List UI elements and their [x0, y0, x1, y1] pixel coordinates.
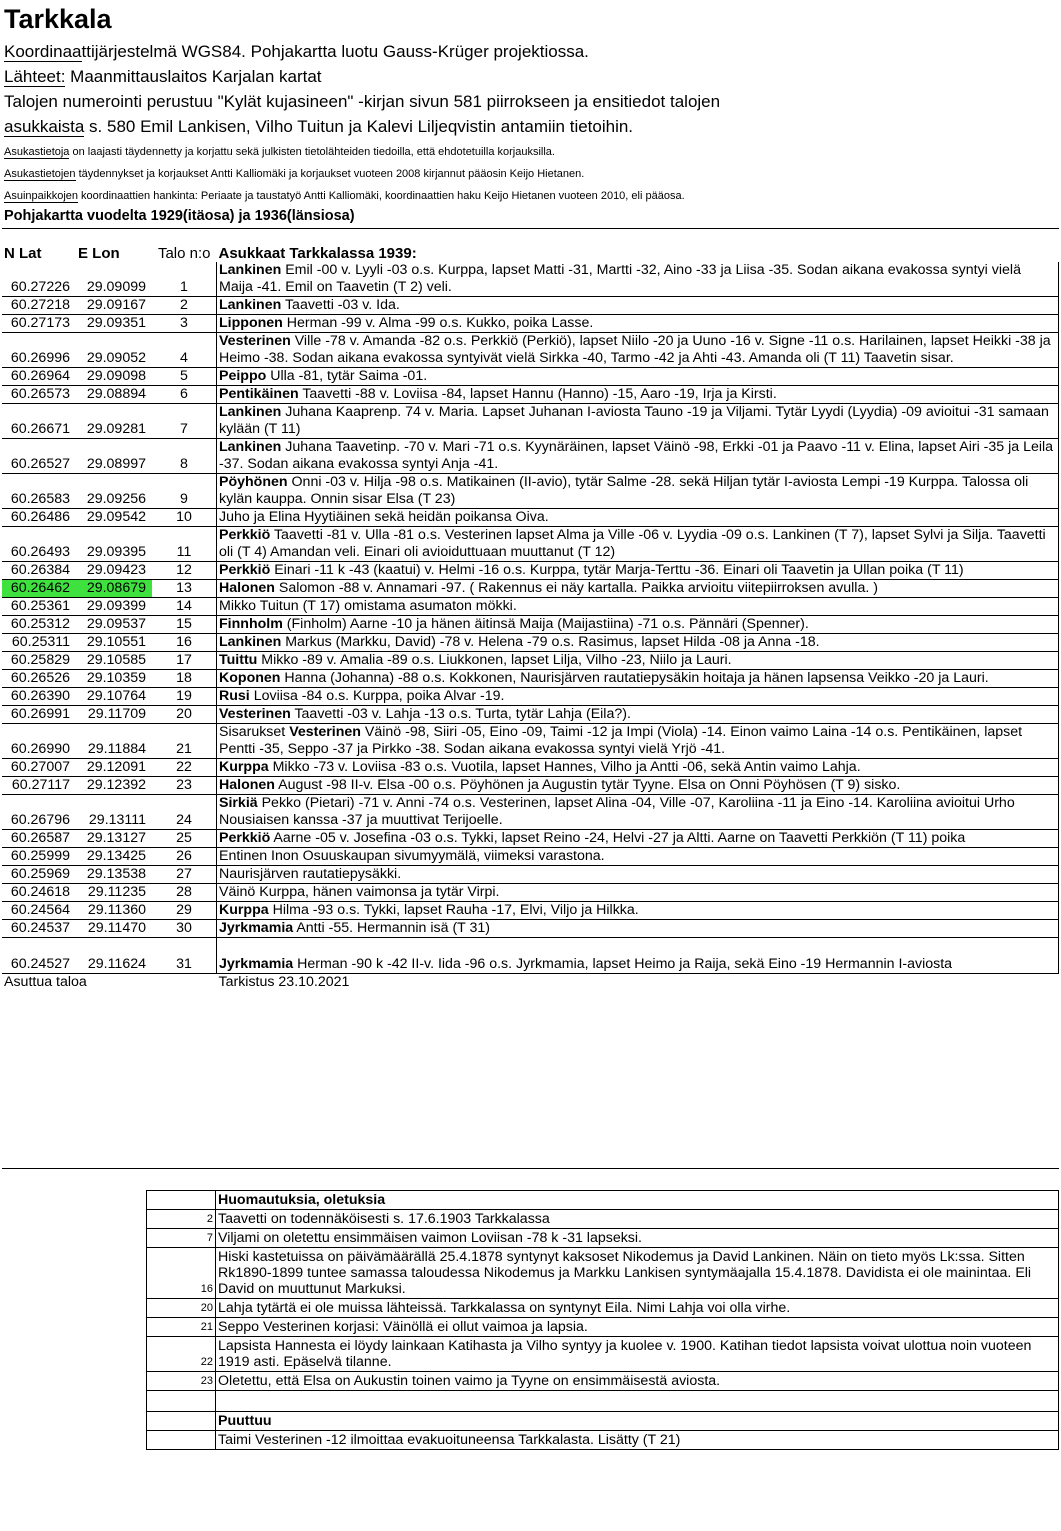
table-row [2, 634, 1059, 652]
house-number-cell: 20 [152, 706, 217, 724]
lon-cell: 29.11709 [76, 706, 152, 724]
header-line-text: Maanmittauslaitos Karjalan kartat [65, 67, 322, 86]
source-note-line [4, 168, 584, 180]
house-number-cell: 28 [152, 884, 217, 902]
lon-cell: 29.13127 [76, 830, 152, 848]
lon-cell: 29.08997 [76, 439, 152, 474]
residents-text: Salomon -88 v. Annamari -97. ( Rakennus ei näy kartalla. Paikka arvioitu viitepiirroksen avulla. ) [274, 580, 878, 596]
note-text: Taavetti on todennäköisesti s. 17.6.1903 Tarkkalassa [216, 1210, 1059, 1229]
note-number: 2 [147, 1210, 216, 1229]
residents-cell [217, 333, 1059, 368]
house-number-cell: 27 [152, 866, 217, 884]
note-text: Oletettu, että Elsa on Aukustin toinen vaimo ja Tyyne on ensimmäisestä aviosta. [216, 1372, 1059, 1391]
residents-cell [217, 315, 1059, 333]
note-number: 21 [147, 1318, 216, 1337]
lon-cell: 29.09395 [76, 527, 152, 562]
note-number: 22 [147, 1337, 216, 1372]
lat-cell: 60.27218 [2, 297, 76, 315]
note-row [147, 1248, 1059, 1299]
house-number-cell: 6 [152, 386, 217, 404]
house-number-cell: 4 [152, 333, 217, 368]
note-row [147, 1337, 1059, 1372]
residents-cell [217, 368, 1059, 386]
residents-cell [217, 562, 1059, 580]
note-number [147, 1391, 216, 1412]
residents-cell [217, 848, 1059, 866]
lat-cell: 60.25829 [2, 652, 76, 670]
table-row [2, 386, 1059, 404]
lon-cell: 29.12091 [76, 759, 152, 777]
lon-cell: 29.10585 [76, 652, 152, 670]
residents-text: Taavetti -03 v. Ida. [281, 297, 400, 313]
lon-cell: 29.09099 [76, 262, 152, 297]
house-number-cell: 22 [152, 759, 217, 777]
lon-cell: 29.11884 [76, 724, 152, 759]
table-row [2, 616, 1059, 634]
family-name: Lankinen [219, 404, 282, 420]
residents-text: Onni -03 v. Hilja -98 o.s. Matikainen (II-avio), tytär Salme -28. sekä Hiljan tytär I-aviosta Lempi -19 Kurppa. Talossa oli kylän kauppa. Onnin sisar Elsa (T 23) [219, 474, 1029, 507]
lat-cell: 60.26990 [2, 724, 76, 759]
note-text: Lapsista Hannesta ei löydy lainkaan Katihasta ja Vilho syntyy ja kuolee v. 1900. Katihan tiedot lapsista voivat ulottua noin vuoteen 1919 asti. Epäselvä tilanne. [216, 1337, 1059, 1372]
family-name: Pentikäinen [219, 386, 299, 402]
residents-text: Emil -00 v. Lyyli -03 o.s. Kurppa, lapset Matti -31, Martti -32, Aino -33 ja Liisa -35. Sodan aikana evakossa syntyi vielä Maija -41. Emil on Taavetin (T 2) veli. [219, 262, 1021, 295]
family-name: Lankinen [219, 262, 282, 278]
table-footer-row [2, 974, 1059, 992]
family-name: Lankinen [219, 634, 282, 650]
house-number-cell: 8 [152, 439, 217, 474]
residents-cell [217, 404, 1059, 439]
note-number: 16 [147, 1248, 216, 1299]
header-line [4, 67, 322, 87]
residents-cell [217, 795, 1059, 830]
lon-cell: 29.10551 [76, 634, 152, 652]
table-row [2, 509, 1059, 527]
residents-text: Hilma -93 o.s. Tykki, lapset Rauha -17, Elvi, Viljo ja Hilkka. [268, 902, 639, 918]
residents-cell [217, 386, 1059, 404]
table-row [2, 580, 1059, 598]
house-number-cell: 11 [152, 527, 217, 562]
residents-text: Juhana Taavetinp. -70 v. Mari -71 o.s. Kyynäräinen, lapset Väinö -98, Erkki -01 ja Paavo -11 v. Elina, lapset Airi -35 ja Leila -37. Sodan aikana evakossa syntyi Anja -41. [219, 439, 1054, 472]
table-row [2, 706, 1059, 724]
family-name: Koponen [219, 670, 281, 686]
lat-cell: 60.26390 [2, 688, 76, 706]
header-lon: E Lon [78, 245, 120, 262]
residents-cell [217, 706, 1059, 724]
residents-cell [217, 580, 1059, 598]
residents-text: Ulla -81, tytär Saima -01. [266, 368, 428, 384]
house-number-cell: 21 [152, 724, 217, 759]
residents-cell [217, 474, 1059, 509]
table-row [2, 884, 1059, 902]
table-row [2, 262, 1059, 297]
divider [2, 228, 1059, 229]
lat-cell: 60.27117 [2, 777, 76, 795]
lat-cell: 60.26583 [2, 474, 76, 509]
table-row [2, 848, 1059, 866]
header-lat: N Lat [4, 245, 42, 262]
family-name: Peippo [219, 368, 267, 384]
residents-cell [217, 297, 1059, 315]
family-name: Tuittu [219, 652, 258, 668]
note-row [147, 1318, 1059, 1337]
note-number: 7 [147, 1229, 216, 1248]
residents-text: Aarne -05 v. Josefina -03 o.s. Tykki, lapset Reino -24, Helvi -27 ja Altti. Aarne on Taavetti Perkkiön (T 11) poika [270, 830, 966, 846]
lon-cell: 29.11360 [76, 902, 152, 920]
lon-cell: 29.10764 [76, 688, 152, 706]
residents-text: Naurisjärven rautatiepysäkki. [219, 866, 402, 882]
lon-cell: 29.08679 [76, 580, 152, 598]
note-row [147, 1299, 1059, 1318]
header-line-text: s. 580 Emil Lankisen, Vilho Tuitun ja Kalevi Liljeqvistin antamiin tietoihin. [84, 117, 634, 136]
lon-cell: 29.12392 [76, 777, 152, 795]
house-number-cell: 15 [152, 616, 217, 634]
notes-table [146, 1190, 1059, 1450]
lat-cell: 60.26526 [2, 670, 76, 688]
note-row [147, 1210, 1059, 1229]
family-name: Lankinen [219, 439, 282, 455]
header-line [4, 42, 589, 62]
residents-cell [217, 956, 1059, 974]
house-number-cell: 14 [152, 598, 217, 616]
lat-cell: 60.25969 [2, 866, 76, 884]
family-name: Lipponen [219, 315, 283, 331]
residents-cell [217, 759, 1059, 777]
note-text: Seppo Vesterinen korjasi: Väinöllä ei ollut vaimoa ja lapsia. [216, 1318, 1059, 1337]
table-row [2, 333, 1059, 368]
residents-text: Entinen Inon Osuuskaupan sivumyymälä, viimeksi varastona. [219, 848, 605, 864]
lon-cell: 29.09542 [76, 509, 152, 527]
residents-cell [217, 777, 1059, 795]
table-row [2, 474, 1059, 509]
note-number [147, 1431, 216, 1450]
table-row [2, 527, 1059, 562]
lat-cell: 60.26462 [2, 580, 76, 598]
header-line-text: Talojen numerointi perustuu "Kylät kujasineen" -kirjan sivun 581 piirrokseen ja ensitiedot talojen [4, 92, 721, 111]
missing-heading: Puuttuu [216, 1412, 1059, 1431]
lon-cell: 29.09167 [76, 297, 152, 315]
lon-cell: 29.09399 [76, 598, 152, 616]
residents-cell [217, 724, 1059, 759]
lat-cell: 60.26486 [2, 509, 76, 527]
note-row [147, 1229, 1059, 1248]
source-note-text: on laajasti täydennetty ja korjattu sekä julkisten tietolähteiden tiedoilla, että ehdotetuilla korjauksilla. [69, 146, 555, 158]
residents-cell [217, 598, 1059, 616]
lat-cell: 60.24527 [2, 956, 76, 974]
family-name: Perkkiö [219, 527, 271, 543]
family-name: Perkkiö [219, 562, 271, 578]
lon-cell: 29.13425 [76, 848, 152, 866]
residents-cell [217, 509, 1059, 527]
table-row [2, 670, 1059, 688]
lat-cell: 60.25312 [2, 616, 76, 634]
residents-cell [217, 866, 1059, 884]
table-row [2, 598, 1059, 616]
note-row [147, 1412, 1059, 1431]
lat-cell: 60.27226 [2, 262, 76, 297]
family-name: Vesterinen [219, 706, 291, 722]
house-number-cell: 3 [152, 315, 217, 333]
divider [2, 1168, 1059, 1169]
residents-text: (Finholm) Aarne -10 ja hänen äitinsä Maija (Maijastiina) -71 o.s. Pännäri (Spenner). [282, 616, 809, 632]
residents-cell [217, 262, 1059, 297]
lat-cell: 60.24537 [2, 920, 76, 938]
table-row [2, 315, 1059, 333]
source-note-line [4, 190, 685, 202]
house-number-cell: 13 [152, 580, 217, 598]
source-note-underlined: Asuinpaikkojen [4, 190, 78, 202]
house-number-cell: 26 [152, 848, 217, 866]
residents-text: Ville -78 v. Amanda -82 o.s. Perkkiö (Perkiö), lapset Niilo -20 ja Uuno -16 v. Signe -11 o.s. Harilainen, lapset Heikki -38 ja Heimo -38. Sodan aikana evakossa syntyivät vielä Sirkka -40, Tarmo -42 ja Ahti -43. Amanda oli (T 11) Taavetin sisar. [219, 333, 1051, 366]
residents-text: Taavetti -81 v. Ulla -81 o.s. Vesterinen lapset Alma ja Ville -06 v. Lyydia -09 o.s. Lankinen (T 7), lapset Sylvi ja Silja. Taavetti oli (T 4) Amandan veli. Einari oli avioiduttuaan muuttanut (T 12) [219, 527, 1046, 560]
house-number-cell: 31 [152, 956, 217, 974]
house-number-cell: 12 [152, 562, 217, 580]
header-residents: Asukkaat Tarkkalassa 1939: [218, 245, 417, 262]
table-row [2, 368, 1059, 386]
spacer-cell [152, 938, 217, 957]
residents-text: August -98 II-v. Elsa -00 o.s. Pöyhönen ja Augustin tytär Tyyne. Elsa on Onni Pöyhösen (T 9) sisko. [274, 777, 901, 793]
residents-cell [217, 616, 1059, 634]
family-name: Halonen [219, 580, 275, 596]
residents-text: Juho ja Elina Hyytiäinen sekä heidän poikansa Oiva. [219, 509, 549, 525]
table-row [2, 795, 1059, 830]
residents-text: Antti -55. Hermannin isä (T 31) [293, 920, 491, 936]
house-number-cell: 17 [152, 652, 217, 670]
notes-heading: Huomautuksia, oletuksia [216, 1191, 1059, 1210]
residents-text: Mikko -89 v. Amalia -89 o.s. Liukkonen, lapset Lilja, Vilho -23, Niilo ja Lauri. [257, 652, 732, 668]
source-note-text: koordinaattien hankinta: Periaate ja taustatyö Antti Kalliomäki, koordinaattien haku Keijo Hietanen vuoteen 2010, eli pääosa. [78, 190, 685, 202]
residents-text: Mikko -73 v. Loviisa -83 o.s. Vuotila, lapset Hannes, Vilho ja Antti -06, sekä Antin vaimo Lahja. [268, 759, 861, 775]
table-row [2, 404, 1059, 439]
missing-text: Taimi Vesterinen -12 ilmoittaa evakuoituneensa Tarkkalasta. Lisätty (T 21) [216, 1431, 1059, 1450]
house-number-cell: 10 [152, 509, 217, 527]
note-text: Lahja tytärtä ei ole muissa lähteissä. Tarkkalassa on syntynyt Eila. Nimi Lahja voi olla virhe. [216, 1299, 1059, 1318]
residents-text: Taavetti -03 v. Lahja -13 o.s. Turta, tytär Lahja (Eila?). [290, 706, 631, 722]
lat-cell: 60.26996 [2, 333, 76, 368]
note-text: Viljami on oletettu ensimmäisen vaimon Loviisan -78 k -31 lapseksi. [216, 1229, 1059, 1248]
house-number-cell: 2 [152, 297, 217, 315]
lat-cell: 60.26493 [2, 527, 76, 562]
house-number-cell: 16 [152, 634, 217, 652]
family-name: Vesterinen [219, 333, 291, 349]
basemap-line: Pohjakartta vuodelta 1929(itäosa) ja 1936(länsiosa) [4, 208, 355, 224]
lon-cell: 29.11624 [76, 956, 152, 974]
lon-cell: 29.09351 [76, 315, 152, 333]
lat-cell: 60.26384 [2, 562, 76, 580]
family-name: Sirkiä [219, 795, 258, 811]
source-note-line [4, 146, 555, 158]
family-name: Kurppa [219, 759, 269, 775]
family-name: Halonen [219, 777, 275, 793]
lat-cell: 60.25361 [2, 598, 76, 616]
lat-cell: 60.27173 [2, 315, 76, 333]
residents-text: Loviisa -84 o.s. Kurppa, poika Alvar -19. [249, 688, 505, 704]
header-house: Talo n:o [157, 245, 211, 262]
family-name: Lankinen [219, 297, 282, 313]
family-name: Jyrkmamia [219, 956, 294, 972]
lat-cell: 60.27007 [2, 759, 76, 777]
lat-cell: 60.25311 [2, 634, 76, 652]
footer-right: Tarkistus 23.10.2021 [217, 974, 1059, 992]
house-number-cell: 23 [152, 777, 217, 795]
house-number-cell: 5 [152, 368, 217, 386]
lat-cell: 60.26573 [2, 386, 76, 404]
lat-cell: 60.26991 [2, 706, 76, 724]
source-note-underlined: Asukastietoja [4, 146, 70, 158]
table-row [2, 920, 1059, 938]
family-name: Finnholm [219, 616, 283, 632]
table-row [2, 902, 1059, 920]
residents-text: Väinö Kurppa, hänen vaimonsa ja tytär Virpi. [219, 884, 500, 900]
residents-text: Herman -90 k -42 II-v. Iida -96 o.s. Jyrkmamia, lapset Heimo ja Raija, sekä Eino -19 Hermannin I-aviosta [293, 956, 953, 972]
lon-cell: 29.09537 [76, 616, 152, 634]
lon-cell: 29.13538 [76, 866, 152, 884]
header-line-underlined: asukkaista [4, 117, 85, 136]
note-row [147, 1372, 1059, 1391]
lat-cell: 60.26796 [2, 795, 76, 830]
house-number-cell: 1 [152, 262, 217, 297]
residents-cell [217, 830, 1059, 848]
house-number-cell: 30 [152, 920, 217, 938]
residents-cell [217, 902, 1059, 920]
note-number [147, 1412, 216, 1431]
lat-cell: 60.25999 [2, 848, 76, 866]
lat-cell: 60.26964 [2, 368, 76, 386]
table-header-row [2, 245, 1059, 262]
lon-cell: 29.09281 [76, 404, 152, 439]
residents-cell [217, 920, 1059, 938]
lat-cell: 60.26527 [2, 439, 76, 474]
note-text: Hiski kastetuissa on päivämäärällä 25.4.1878 syntynyt kaksoset Nikodemus ja David Lankinen. Näin on tieto myös Lk:ssa. Sitten Rk1890-1899 tuntee samassa taloudessa Nikodemus ja Markku Lankisen syntymäajalla 15.4.1878. Davidista ei ole mainintaa. Eli David on muuttunut Markuksi. [216, 1248, 1059, 1299]
header-line [4, 117, 633, 137]
house-number-cell: 18 [152, 670, 217, 688]
source-note-text: täydennykset ja korjaukset Antti Kalliomäki ja korjaukset vuoteen 2008 kirjannut pääosin Keijo Hietanen. [75, 168, 585, 180]
residents-cell [217, 688, 1059, 706]
source-note-underlined: Asukastietojen [4, 168, 76, 180]
table-row [2, 956, 1059, 974]
table-row [2, 759, 1059, 777]
note-number: 20 [147, 1299, 216, 1318]
residents-cell [217, 527, 1059, 562]
note-row [147, 1391, 1059, 1412]
residents-cell [217, 884, 1059, 902]
lon-cell: 29.09256 [76, 474, 152, 509]
family-name: Vesterinen [289, 724, 361, 740]
lon-cell: 29.09423 [76, 562, 152, 580]
house-number-cell: 7 [152, 404, 217, 439]
residents-text: Mikko Tuitun (T 17) omistama asumaton mökki. [219, 598, 517, 614]
table-row [2, 830, 1059, 848]
house-number-cell: 25 [152, 830, 217, 848]
residents-text: Väinö -98, Siiri -05, Eino -09, Taimi -12 ja Impi (Viola) -14. Einon vaimo Laina -14 o.s. Pentikäinen, lapset Pentti -35, Seppo -37 ja Pirkko -38. Sodan aikana evakossa syntyi vielä Yrjö -41. [219, 724, 1023, 757]
residents-text: Juhana Kaaprenp. 74 v. Maria. Lapset Juhanan I-aviosta Tauno -19 ja Viljami. Tytär Lyydi (Lyydia) -09 avioitui -31 samaan kylään (T 11) [219, 404, 1049, 437]
spacer-cell [2, 938, 76, 957]
lat-cell: 60.26587 [2, 830, 76, 848]
lon-cell: 29.13111 [76, 795, 152, 830]
footer-left: Asuttua taloa [2, 974, 217, 992]
header-line-underlined: Koordinaa [4, 42, 82, 61]
header-line-underlined: Lähteet: [4, 67, 66, 86]
table-row [2, 688, 1059, 706]
header-line-text: ttijärjestelmä WGS84. Pohjakartta luotu Gauss-Krüger projektiossa. [81, 42, 589, 61]
note-number [147, 1191, 216, 1210]
page-title: Tarkkala [4, 4, 112, 34]
residents-table [2, 245, 1059, 991]
lon-cell: 29.08894 [76, 386, 152, 404]
lon-cell: 29.09098 [76, 368, 152, 386]
table-row [2, 562, 1059, 580]
family-name: Perkkiö [219, 830, 271, 846]
note-number: 23 [147, 1372, 216, 1391]
residents-text: Hanna (Johanna) -88 o.s. Kokkonen, Naurisjärven rautatiepysäkin hoitaja ja hänen lapsensa Veikko -20 ja Lauri. [280, 670, 989, 686]
residents-cell [217, 670, 1059, 688]
residents-cell [217, 634, 1059, 652]
table-row [2, 297, 1059, 315]
residents-cell [217, 652, 1059, 670]
spacer-cell [217, 938, 1059, 957]
family-name: Pöyhönen [219, 474, 288, 490]
house-number-cell: 19 [152, 688, 217, 706]
note-text [216, 1391, 1059, 1412]
spacer-cell [76, 938, 152, 957]
lon-cell: 29.11470 [76, 920, 152, 938]
family-name: Jyrkmamia [219, 920, 294, 936]
lat-cell: 60.26671 [2, 404, 76, 439]
house-number-cell: 29 [152, 902, 217, 920]
table-row [2, 866, 1059, 884]
table-row [2, 652, 1059, 670]
spacer-row [2, 938, 1059, 957]
note-row [147, 1191, 1059, 1210]
residents-text: Einari -11 k -43 (kaatui) v. Helmi -16 o.s. Kurppa, tytär Marja-Terttu -36. Einari oli Taavetin ja Ullan poika (T 11) [270, 562, 964, 578]
header-line [4, 92, 720, 112]
table-row [2, 439, 1059, 474]
residents-text: Taavetti -88 v. Loviisa -84, lapset Hannu (Hanno) -15, Aaro -19, Irja ja Kirsti. [298, 386, 777, 402]
residents-text: Herman -99 v. Alma -99 o.s. Kukko, poika Lasse. [282, 315, 594, 331]
family-name: Rusi [219, 688, 250, 704]
lon-cell: 29.10359 [76, 670, 152, 688]
residents-text: Markus (Markku, David) -78 v. Helena -79 o.s. Rasimus, lapset Hilda -08 ja Anna -18. [281, 634, 820, 650]
house-number-cell: 9 [152, 474, 217, 509]
house-number-cell: 24 [152, 795, 217, 830]
note-row [147, 1431, 1059, 1450]
residents-prefix: Sisarukset [219, 724, 290, 740]
lon-cell: 29.09052 [76, 333, 152, 368]
table-row [2, 724, 1059, 759]
family-name: Kurppa [219, 902, 269, 918]
lat-cell: 60.24564 [2, 902, 76, 920]
lat-cell: 60.24618 [2, 884, 76, 902]
residents-text: Pekko (Pietari) -71 v. Anni -74 o.s. Vesterinen, lapset Alina -04, Ville -07, Karoliina -11 ja Eino -14. Karoliina avioitui Urho Nousiaisen kanssa -37 ja muuttivat Terijoelle. [219, 795, 1015, 828]
lon-cell: 29.11235 [76, 884, 152, 902]
table-row [2, 777, 1059, 795]
residents-cell [217, 439, 1059, 474]
